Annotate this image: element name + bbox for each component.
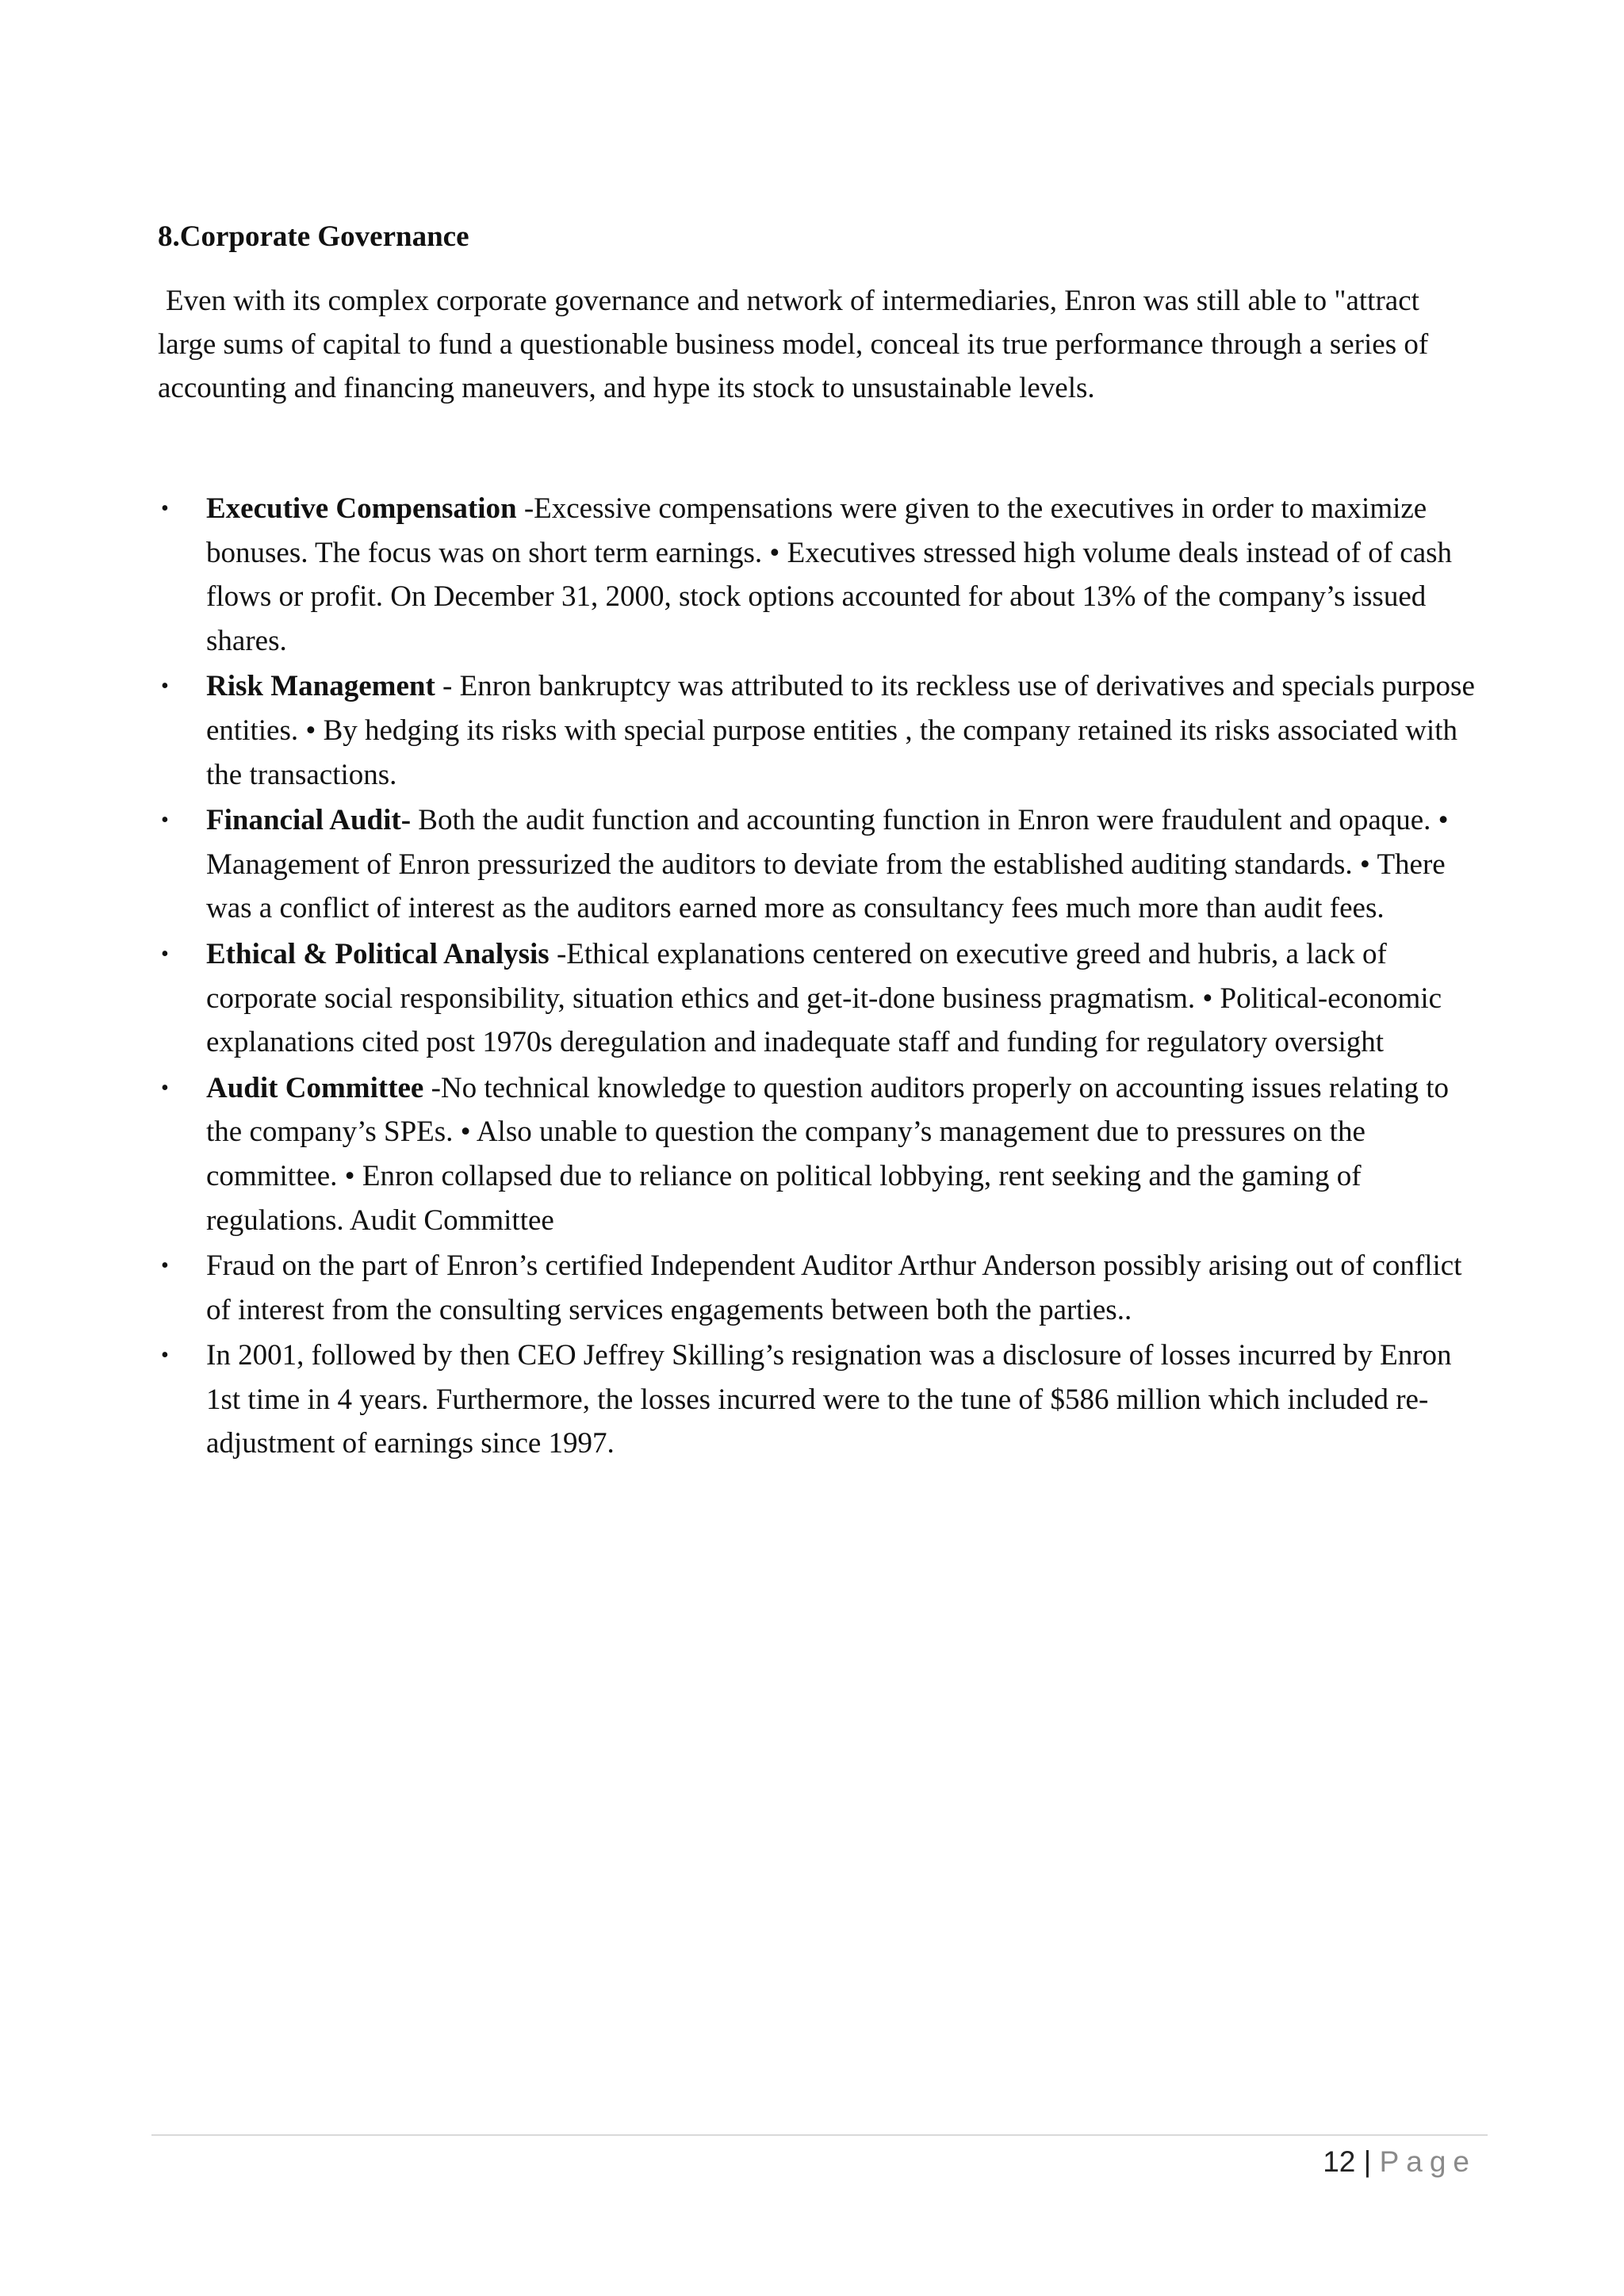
bullet-text: -Excessive compensations were given to the executives in order to maximize bonuses. The focus was on short term earnings. • Executives stressed high volume deals instead of of cash flows or profit. On December 31, 2000, stock options accounted for about 13% of the company’s issued shares.	[206, 492, 1453, 657]
bullet-text: Fraud on the part of Enron’s certified Independent Auditor Arthur Anderson possibly arising out of conflict of interest from the consulting services engagements between both the parties..	[206, 1249, 1462, 1326]
bullet-item-financial-audit	[158, 798, 1484, 931]
bullet-icon: •	[161, 674, 169, 699]
bullet-text: -No technical knowledge to question auditors properly on accounting issues relating to the company’s SPEs. • Also unable to question the company’s management due to pressures on the committee. • Enron collapsed due to reliance on political lobbying, rent seeking and the gaming of regulations. Audit Committee	[206, 1071, 1449, 1237]
bullet-icon: •	[161, 808, 169, 833]
bullet-icon: •	[161, 496, 169, 521]
bullet-item-fraud-auditor	[158, 1244, 1484, 1332]
bullet-title: Audit Committee	[206, 1071, 424, 1104]
page-label: Page	[1379, 2145, 1477, 2178]
page-number: 12	[1323, 2145, 1356, 2178]
footer-divider	[151, 2134, 1488, 2136]
bullet-item-executive-compensation	[158, 487, 1484, 663]
bullet-item-losses-disclosure	[158, 1334, 1484, 1466]
bullet-icon: •	[161, 1253, 169, 1279]
section-heading: 8.Corporate Governance	[158, 220, 469, 253]
bullet-item-ethical-political-analysis	[158, 932, 1484, 1065]
bullet-title: Executive Compensation	[206, 492, 517, 525]
bullet-icon: •	[161, 941, 169, 966]
bullet-title: Financial Audit-	[206, 804, 412, 837]
bullet-text: Both the audit function and accounting function in Enron were fraudulent and opaque. • Management of Enron pressurized the auditors to deviate from the established auditing standards. • There was a conflict of interest as the auditors earned more as consultancy fees much more than audit fees.	[206, 804, 1449, 925]
bullet-item-audit-committee	[158, 1066, 1484, 1242]
bullet-text: In 2001, followed by then CEO Jeffrey Skilling’s resignation was a disclosure of losses incurred by Enron 1st time in 4 years. Furthermore, the losses incurred were to the tune of $586 million which included re-adjustment of earnings since 1997.	[206, 1339, 1452, 1460]
intro-paragraph: Even with its complex corporate governance and network of intermediaries, Enron was still able to "attract large sums of capital to fund a questionable business model, conceal its true performance through a series of accounting and financing maneuvers, and hype its stock to unsustainable levels.	[158, 285, 1429, 404]
bullet-item-risk-management	[158, 664, 1484, 797]
bullet-list	[158, 487, 1484, 1468]
page-footer	[1323, 2142, 1477, 2182]
bullet-text: -Ethical explanations centered on executive greed and hubris, a lack of corporate social responsibility, situation ethics and get-it-done business pragmatism. • Political-economic explanations cited post 1970s deregulation and inadequate staff and funding for regulatory oversight	[206, 937, 1442, 1059]
bullet-title: Risk Management	[206, 670, 435, 703]
page-separator: |	[1363, 2145, 1372, 2178]
bullet-icon: •	[161, 1343, 169, 1368]
bullet-text: - Enron bankruptcy was attributed to its reckless use of derivatives and specials purpose entities. • By hedging its risks with special purpose entities , the company retained its risks associated with the transactions.	[206, 670, 1475, 791]
bullet-icon: •	[161, 1075, 169, 1100]
bullet-title: Ethical & Political Analysis	[206, 937, 550, 970]
